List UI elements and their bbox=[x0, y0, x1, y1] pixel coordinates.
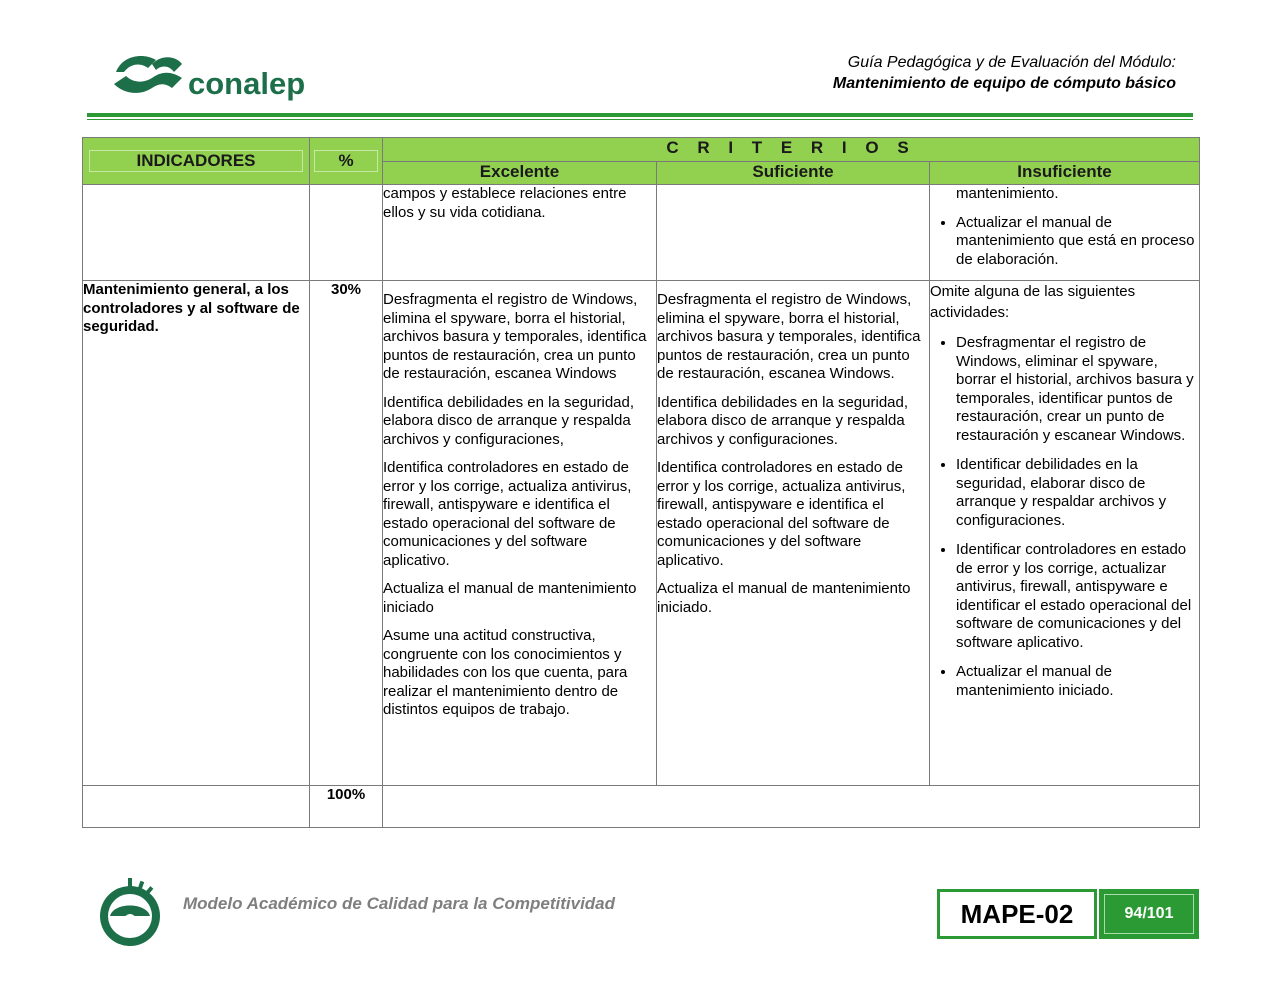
header-divider-thin bbox=[87, 119, 1193, 120]
conalep-logo bbox=[112, 50, 312, 106]
cell-insuficiente bbox=[930, 281, 1200, 786]
header-suficiente: Suficiente bbox=[657, 161, 930, 185]
header-percent: % bbox=[310, 138, 383, 185]
cell-insuficiente-continued: mantenimiento. • Actualizar el manual de mantenimiento que está en proceso de elaboración. bbox=[930, 185, 1200, 281]
header-insuficiente: Insuficiente bbox=[930, 161, 1200, 185]
excelente-item: Desfragmenta el registro de Windows, elimina el spyware, borra el historial, archivos basura y temporales, identifica puntos de restauración, crea un punto de restauración, escanea Windows bbox=[383, 291, 647, 382]
conalep-logo-icon bbox=[112, 50, 184, 100]
list-item: • Actualizar el manual de mantenimiento iniciado. bbox=[956, 663, 1199, 700]
list-item: • Identificar controladores en estado de error y los corrige, actualizar antivirus, firewall, antispyware e identificar el estado operacional del software de comunicaciones y del software aplicativo. bbox=[956, 541, 1199, 652]
header-excelente: Excelente bbox=[383, 161, 657, 185]
cell-percent-continued bbox=[310, 185, 383, 281]
table-row-main bbox=[83, 281, 1200, 786]
cell-total-empty bbox=[383, 786, 1200, 828]
academic-model-seal-icon bbox=[94, 876, 166, 948]
table-row-total bbox=[83, 786, 1200, 828]
cell-percent: 30% bbox=[310, 281, 383, 786]
excelente-item: Identifica debilidades en la seguridad, elabora disco de arranque y respalda archivos y configuraciones, bbox=[383, 393, 635, 448]
header-divider bbox=[87, 113, 1193, 117]
guide-title bbox=[833, 52, 1176, 94]
list-item: • Identificar debilidades en la seguridad, elaborar disco de arranque y respaldar archivos y configuraciones. bbox=[956, 456, 1199, 530]
cell-total-blank bbox=[83, 786, 310, 828]
suficiente-item: Desfragmenta el registro de Windows, elimina el spyware, borra el historial, archivos basura y temporales, identifica puntos de restauración, crea un punto de restauración, escanea Windows. bbox=[657, 291, 921, 382]
excelente-item: Identifica controladores en estado de error y los corrige, actualiza antivirus, firewall, antispyware e identifica el estado operacional del software de comunicaciones y del software aplicativo. bbox=[383, 459, 632, 569]
cell-suficiente bbox=[657, 281, 930, 786]
cell-excelente-continued: campos y establece relaciones entre ellos y su vida cotidiana. bbox=[383, 185, 657, 281]
module-name: Mantenimiento de equipo de cómputo básico bbox=[832, 75, 1176, 92]
rubric-table bbox=[82, 137, 1200, 828]
logo-wordmark: conalep bbox=[188, 66, 306, 101]
table-row-continued bbox=[83, 185, 1200, 281]
cell-total-percent: 100% bbox=[310, 786, 383, 828]
document-code: MAPE-02 bbox=[937, 889, 1097, 939]
footer-model-text: Modelo Académico de Calidad para la Competitividad bbox=[183, 894, 616, 913]
suficiente-item: Actualiza el manual de mantenimiento iniciado. bbox=[657, 580, 911, 616]
guide-title-line: Guía Pedagógica y de Evaluación del Módulo: bbox=[847, 54, 1176, 71]
list-item: • Actualizar el manual de mantenimiento que está en proceso de elaboración. bbox=[956, 214, 1199, 270]
header-criterios: C R I T E R I O S bbox=[383, 138, 1200, 162]
cell-indicator-continued bbox=[83, 185, 310, 281]
insuficiente-intro: Omite alguna de las siguientes actividades: bbox=[930, 283, 1136, 321]
cell-indicator: Mantenimiento general, a los controladores y al software de seguridad. bbox=[83, 281, 310, 786]
cell-excelente bbox=[383, 281, 657, 786]
excelente-item: Asume una actitud constructiva, congruente con los conocimientos y habilidades con los que cuenta, para realizar el mantenimiento dentro de distintos equipos de trabajo. bbox=[383, 627, 628, 718]
page-number: 94/101 bbox=[1104, 894, 1194, 934]
page-number-box bbox=[1099, 889, 1199, 939]
suficiente-item: Identifica debilidades en la seguridad, elabora disco de arranque y respalda archivos y configuraciones. bbox=[657, 393, 909, 448]
list-item: • Desfragmentar el registro de Windows, eliminar el spyware, borrar el historial, archivos basura y temporales, identificar puntos de restauración, crear un punto de restauración y escanear Windows. bbox=[956, 334, 1199, 445]
suficiente-item: Identifica controladores en estado de error y los corrige, actualiza antivirus, firewall, antispyware e identifica el estado operacional del software de comunicaciones y del software aplicativo. bbox=[657, 459, 906, 569]
header-indicadores: INDICADORES bbox=[83, 138, 310, 185]
excelente-item: Actualiza el manual de mantenimiento iniciado bbox=[383, 580, 637, 616]
cell-suficiente-continued bbox=[657, 185, 930, 281]
